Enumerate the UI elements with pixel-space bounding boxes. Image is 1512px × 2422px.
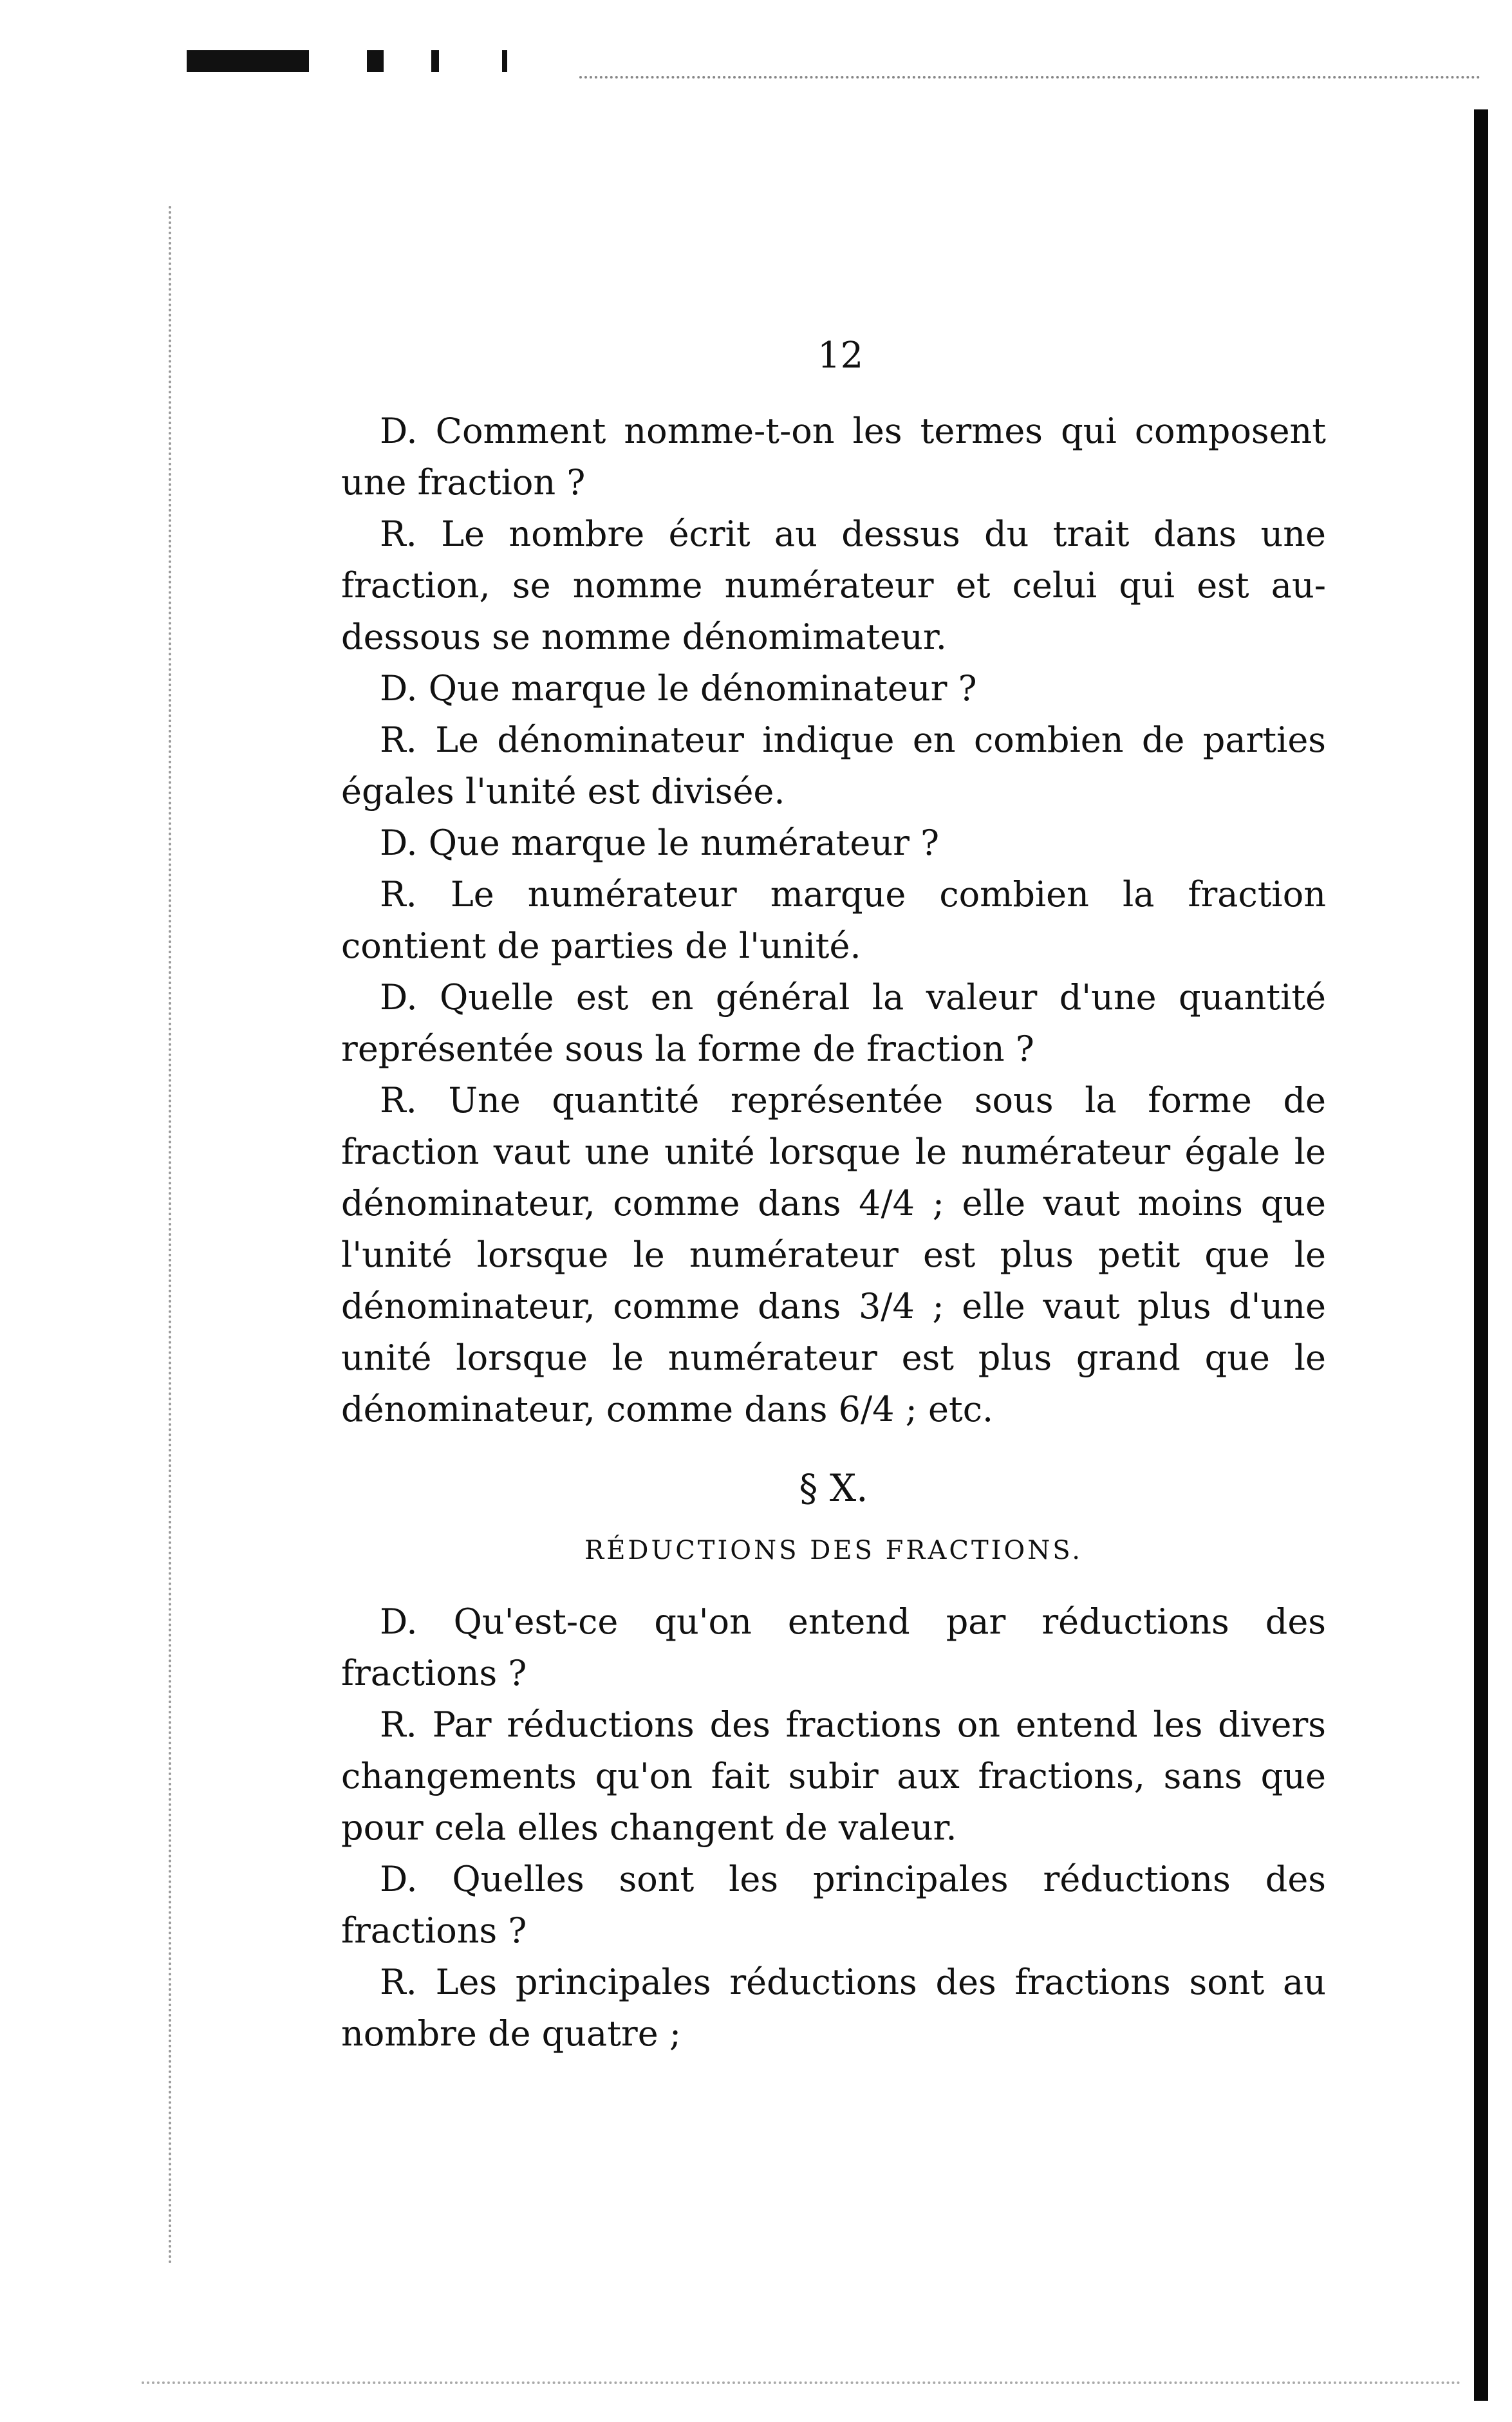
- paragraph: D. Comment nomme-t-on les termes qui composent une fraction ?: [341, 411, 1326, 503]
- scan-artifact-dots-top: [579, 76, 1480, 81]
- paragraph: R. Le dénominateur indique en combien de parties égales l'unité est divisée.: [341, 720, 1326, 812]
- scan-artifact-dots-bottom: [142, 2381, 1461, 2387]
- scan-artifact-right-bar: [1474, 109, 1488, 2401]
- scan-artifact-top: [187, 50, 521, 72]
- page-number: 12: [817, 335, 864, 377]
- paragraph: D. Que marque le dénominateur ?: [380, 668, 977, 709]
- paragraph: D. Quelle est en général la valeur d'une quantité représentée sous la forme de fraction ?: [341, 977, 1326, 1069]
- paragraph: R. Le numérateur marque combien la fraction contient de parties de l'unité.: [341, 874, 1326, 966]
- page-body: [341, 405, 1326, 2060]
- paragraph: D. Que marque le numérateur ?: [380, 823, 940, 863]
- paragraph: D. Quelles sont les principales réductions des fractions ?: [341, 1859, 1326, 1951]
- scan-artifact-dots-left: [169, 206, 174, 2266]
- paragraph: R. Les principales réductions des fractions sont au nombre de quatre ;: [341, 1962, 1326, 2054]
- paragraph: D. Qu'est-ce qu'on entend par réductions des fractions ?: [341, 1601, 1326, 1693]
- paragraph: R. Une quantité représentée sous la forme de fraction vaut une unité lorsque le numérateur égale le dénominateur, comme dans 4/4 ; elle vaut moins que l'unité lorsque le numérateur est plus petit que le dénominateur, comme dans 3/4 ; elle vaut plus d'une unité lorsque le numérateur est plus grand que le dénominateur, comme dans 6/4 ; etc.: [341, 1080, 1326, 1430]
- paragraph: R. Le nombre écrit au dessus du trait dans une fraction, se nomme numérateur et celui qui est au-dessous se nomme dénomimateur.: [341, 514, 1326, 657]
- section-heading: § X.: [799, 1466, 868, 1510]
- paragraph: R. Par réductions des fractions on entend les divers changements qu'on fait subir aux fractions, sans que pour cela elles changent de valeur.: [341, 1704, 1326, 1848]
- section-title: RÉDUCTIONS DES FRACTIONS.: [584, 1536, 1083, 1565]
